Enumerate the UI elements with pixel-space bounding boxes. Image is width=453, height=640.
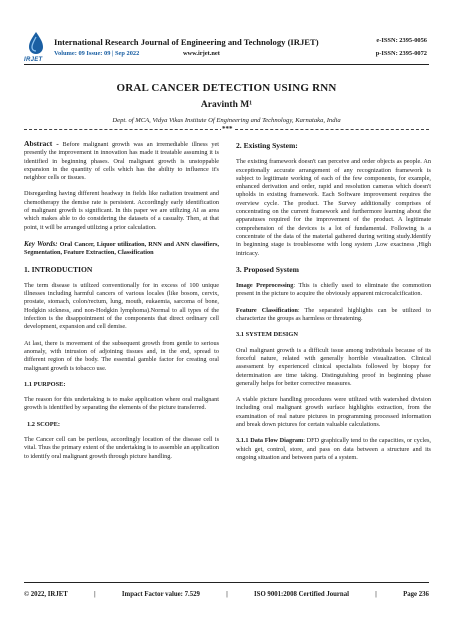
paper-title: ORAL CANCER DETECTION USING RNN xyxy=(116,82,337,94)
footer-divider xyxy=(24,582,429,583)
feature-paragraph: Feature Classification: The separated highlights can be utilized to characterize the groups as harmless or threatening. xyxy=(236,306,431,323)
keywords-paragraph: Key Words: Oral Cancer, Liquor utilization, RNN and ANN classifiers, Segmentation, Feature Extraction, Classification xyxy=(24,239,220,257)
purpose-heading: 1.1 PURPOSE: xyxy=(24,380,66,388)
intro-paragraph-2: At last, there is movement of the subsequent growth from gentle to serious anomaly, with intrusion of adjoining tissues and, in the end, spread to different region of the body. The essential gamble factor for creating oral malignant growth is tobacco use. xyxy=(24,339,219,372)
header-divider xyxy=(24,64,429,65)
system-design-paragraph-1: Oral malignant growth is a difficult issue among individuals because of its forceful nature, related with generally horrible visualization. Clinical assessment by experienced clinical specialists followed by biopsy for determination are time taking. Distinguishing proof in beginning phase generally helps for better corrective measures. xyxy=(236,346,431,387)
right-column xyxy=(236,140,431,470)
footer-impact: Impact Factor value: 7.529 xyxy=(121,591,200,598)
existing-heading: 2. Existing System: xyxy=(236,141,298,150)
divider-stars: *** xyxy=(222,125,233,133)
scope-heading: 1.2 SCOPE: xyxy=(27,420,61,428)
pissn: p-ISSN: 2395-0072 xyxy=(375,50,427,57)
logo-text: IRJET xyxy=(24,57,43,63)
volume-line: Volume: 09 Issue: 09 | Sep 2022 xyxy=(54,50,140,57)
paper-affiliation: Dept. of MCA, Vidya Vikas Institute Of Engineering and Technology, Karnataka, India xyxy=(112,117,341,124)
footer-page-number: Page 236 xyxy=(403,591,429,598)
abstract-paragraph: Abstract - Before malignant growth was an irremediable illness yet presently the improvement in innovation has made it treatable assuming it is identified in beginning phases. Oral malignant growth is unstoppable expansion in the quantity of cells which has the ability to influence it's neighbor cells or tissues. xyxy=(24,139,220,182)
website-link[interactable]: www.irjet.net xyxy=(182,50,220,57)
keywords-heading: Key Words: xyxy=(24,239,58,248)
intro-paragraph-1: The term disease is utilized conventionally for in excess of 100 unique illnesses including harmful cancers of various locales (like bosom, cervix, prostate, stomach, colon/rectum, lung, mouth, eukaemia, sarcoma of bone, Hodgkin sickness, and non-Hodgkin lymphoma).Normal to all types of the infection is the disappointment of the components that direct ordinary cell development, expansion and cell demise. xyxy=(24,281,219,331)
purpose-paragraph: The reason for this undertaking is to make application where oral malignant growth is identified by separating the elements of the picture transferred. xyxy=(24,396,219,412)
paper-author: Aravinth M¹ xyxy=(200,100,253,110)
dfd-paragraph: 3.1.1 Data Flow Diagram: DFD graphically tend to the capacities, or cycles, which get, control, store, and pass on data between a structure and its ongoing situation and between parts of a system. xyxy=(236,437,431,461)
abstract-paragraph-2: Disregarding having different headway in fields like radiation treatment and chemotherapy the demise rate is persistent. Accordingly early identification of malignant growth is significant. In this paper we are utilizing AI as area which makes able to do considering the datasets of a casualty. Then, at that point, it will be arranged utilizing a prior calculation. xyxy=(24,190,219,231)
footer-iso: ISO 9001:2008 Certified Journal xyxy=(254,591,349,598)
page-footer: © 2022, IRJET | Impact Factor value: 7.529 | ISO 9001:2008 Certified Journal | Page 236 xyxy=(24,591,429,598)
proposed-heading: 3. Proposed System xyxy=(236,264,299,274)
left-column xyxy=(24,140,219,469)
preprocessing-paragraph: Image Preprocessing: This is chiefly used to eliminate the commotion present in the picture to acquire the obviously apparent microcalcification. xyxy=(236,282,431,298)
footer-copyright: © 2022, IRJET xyxy=(24,591,68,598)
intro-heading: 1. INTRODUCTION xyxy=(24,264,93,274)
abstract-heading: Abstract - xyxy=(24,139,59,148)
system-design-paragraph-2: A viable picture handling procedures were utilized with watershed division including oral malignant growth surface highlights extraction, from the examination of real nature pictures in programming processed information and break down pictures for certain valuable calculations. xyxy=(236,396,431,429)
eissn: e-ISSN: 2395-0056 xyxy=(376,37,427,44)
scope-paragraph: The Cancer cell can be perilous, accordingly location of the disease cell is vital. Thus the primary extent of the undertaking is to assemble an application to identify oral malignant growth through picture handling. xyxy=(24,436,219,460)
irjet-logo-icon xyxy=(26,30,46,56)
system-design-heading: 3.1 SYSTEM DESIGN xyxy=(236,331,298,339)
journal-name: International Research Journal of Engineering and Technology (IRJET) xyxy=(54,37,319,47)
journal-meta xyxy=(54,50,220,57)
existing-paragraph: The existing framework doesn't can perceive and order objects as people. An exceptionally accurate arrangement of any recognization framework is subject to legitimate working of each of the few components, for example, enhanced derivation and order, rapid and resolution cameras which doesn't upholds in existing framework. Each Software improvement requires the overview cycle. The product. The Survey additionally comprises of concentrating on the current framework and furthermore learning about the apparatuses required for the improvement of the product. A legitimate comprehension of the devices is a lot of fundamental. Following is a concentrate of the data of the material gathered during writing study.Identify in beginning stage is troublesome with long system ,Low exactness ,High intricacy. xyxy=(236,158,431,257)
